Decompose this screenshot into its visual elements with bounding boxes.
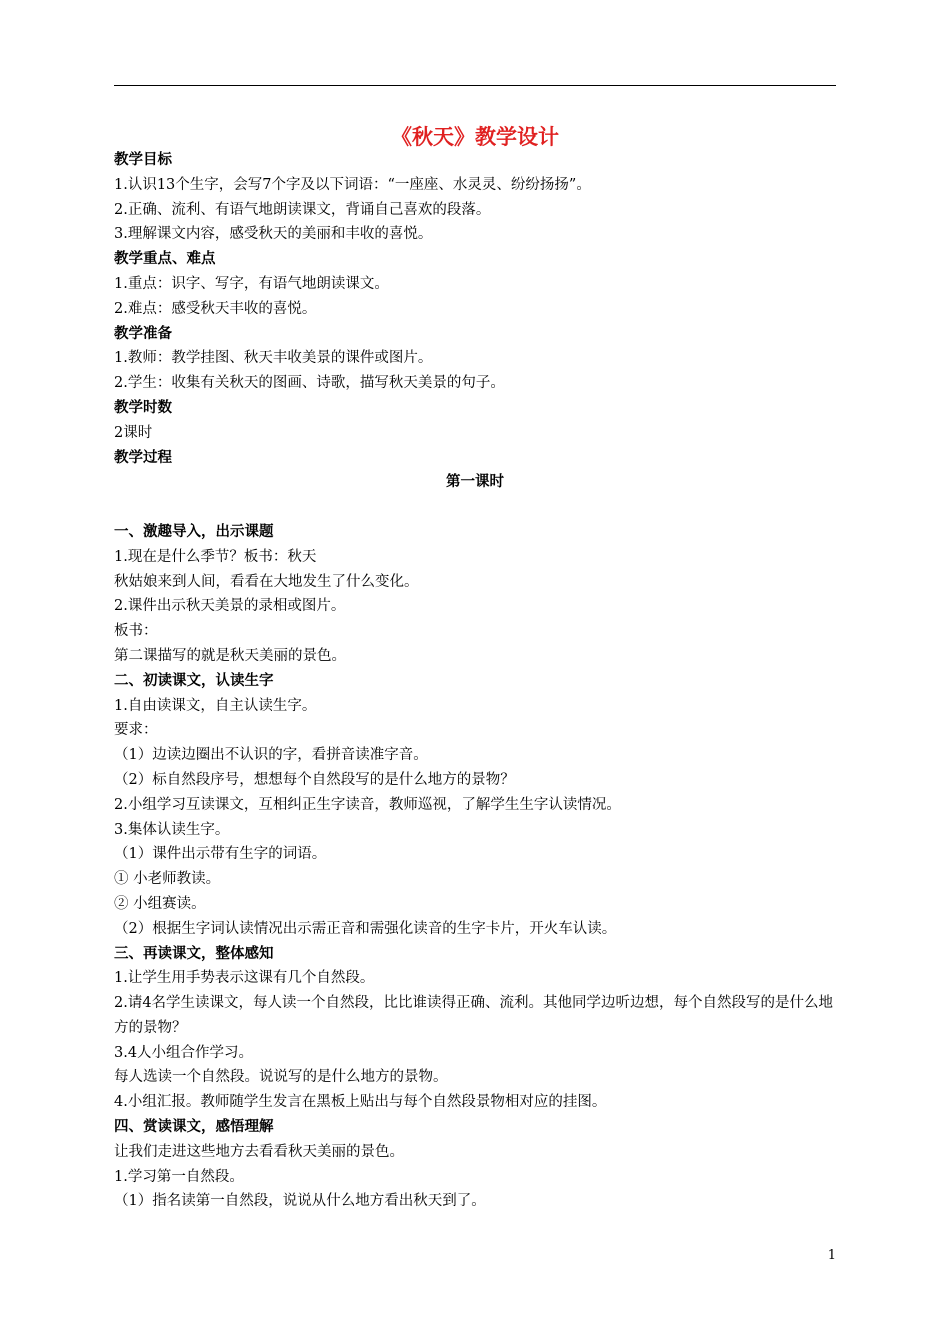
spacer bbox=[114, 495, 836, 520]
section3-paragraph: 2.请4名学生读课文，每人读一个自然段，比比谁读得正确、流利。其他同学边听边想，每个自然段写的是什么地方的景物？ bbox=[114, 995, 834, 1036]
section-heading-process: 教学过程 bbox=[114, 449, 172, 466]
section-heading-preparation: 教学准备 bbox=[114, 325, 172, 342]
section1-line: 2.课件出示秋天美景的录相或图片。 bbox=[114, 598, 346, 615]
section3-line: 3.4人小组合作学习。 bbox=[114, 1044, 254, 1061]
section1-line: 第二课描写的就是秋天美丽的景色。 bbox=[114, 647, 346, 664]
section3-heading: 三、再读课文，整体感知 bbox=[114, 945, 274, 962]
section1-line: 板书： bbox=[114, 623, 158, 640]
section3-line: 每人选读一个自然段。说说写的是什么地方的景物。 bbox=[114, 1069, 448, 1086]
document-title: 《秋天》教学设计 bbox=[391, 125, 559, 149]
section2-line: 2.小组学习互读课文，互相纠正生字读音，教师巡视，了解学生生字认读情况。 bbox=[114, 796, 621, 813]
section2-line: 要求： bbox=[114, 722, 158, 739]
section4-line: （1）指名读第一自然段，说说从什么地方看出秋天到了。 bbox=[114, 1193, 486, 1210]
lesson-title: 第一课时 bbox=[446, 474, 504, 491]
section2-heading: 二、初读课文，认读生字 bbox=[114, 672, 274, 689]
section2-line: ② 小组赛读。 bbox=[114, 895, 206, 912]
section4-line: 让我们走进这些地方去看看秋天美丽的景色。 bbox=[114, 1143, 404, 1160]
section2-line: （2）根据生字词认读情况出示需正音和需强化读音的生字卡片，开火车认读。 bbox=[114, 920, 617, 937]
document-body bbox=[114, 148, 836, 1214]
page-number: 1 bbox=[827, 1248, 836, 1263]
section2-line: （1）边读边圈出不认识的字，看拼音读准字音。 bbox=[114, 747, 428, 764]
section1-heading: 一、激趣导入，出示课题 bbox=[114, 523, 274, 540]
section2-line: ① 小老师教读。 bbox=[114, 871, 221, 888]
section-heading-hours: 教学时数 bbox=[114, 399, 172, 416]
section3-line: 1.让学生用手势表示这课有几个自然段。 bbox=[114, 970, 375, 987]
section2-line: 3.集体认读生字。 bbox=[114, 821, 230, 838]
hours-value: 2课时 bbox=[114, 424, 153, 441]
section-heading-keypoints: 教学重点、难点 bbox=[114, 251, 216, 268]
objective-item: 3.理解课文内容，感受秋天的美丽和丰收的喜悦。 bbox=[114, 226, 433, 243]
objective-item: 2.正确、流利、有语气地朗读课文，背诵自己喜欢的段落。 bbox=[114, 201, 491, 218]
header-rule bbox=[114, 85, 836, 86]
section2-line: （1）课件出示带有生字的词语。 bbox=[114, 846, 327, 863]
section1-line: 秋姑娘来到人间，看看在大地发生了什么变化。 bbox=[114, 573, 419, 590]
section4-line: 1.学习第一自然段。 bbox=[114, 1168, 244, 1185]
keypoint-item: 1.重点：识字、写字，有语气地朗读课文。 bbox=[114, 275, 389, 292]
section-heading-objectives: 教学目标 bbox=[114, 152, 172, 168]
section3-line: 4.小组汇报。教师随学生发言在黑板上贴出与每个自然段景物相对应的挂图。 bbox=[114, 1094, 607, 1111]
preparation-item: 2.学生：收集有关秋天的图画、诗歌，描写秋天美景的句子。 bbox=[114, 375, 505, 392]
section2-line: 1.自由读课文，自主认读生字。 bbox=[114, 697, 317, 714]
section4-heading: 四、赏读课文，感悟理解 bbox=[114, 1119, 274, 1136]
objective-item: 1.认识13个生字，会写7个字及以下词语：“一座座、水灵灵、纷纷扬扬”。 bbox=[114, 176, 591, 193]
preparation-item: 1.教师：教学挂图、秋天丰收美景的课件或图片。 bbox=[114, 350, 433, 367]
section1-line: 1.现在是什么季节？板书：秋天 bbox=[114, 548, 317, 565]
section2-line: （2）标自然段序号，想想每个自然段写的是什么地方的景物？ bbox=[114, 771, 515, 788]
keypoint-item: 2.难点：感受秋天丰收的喜悦。 bbox=[114, 300, 317, 317]
